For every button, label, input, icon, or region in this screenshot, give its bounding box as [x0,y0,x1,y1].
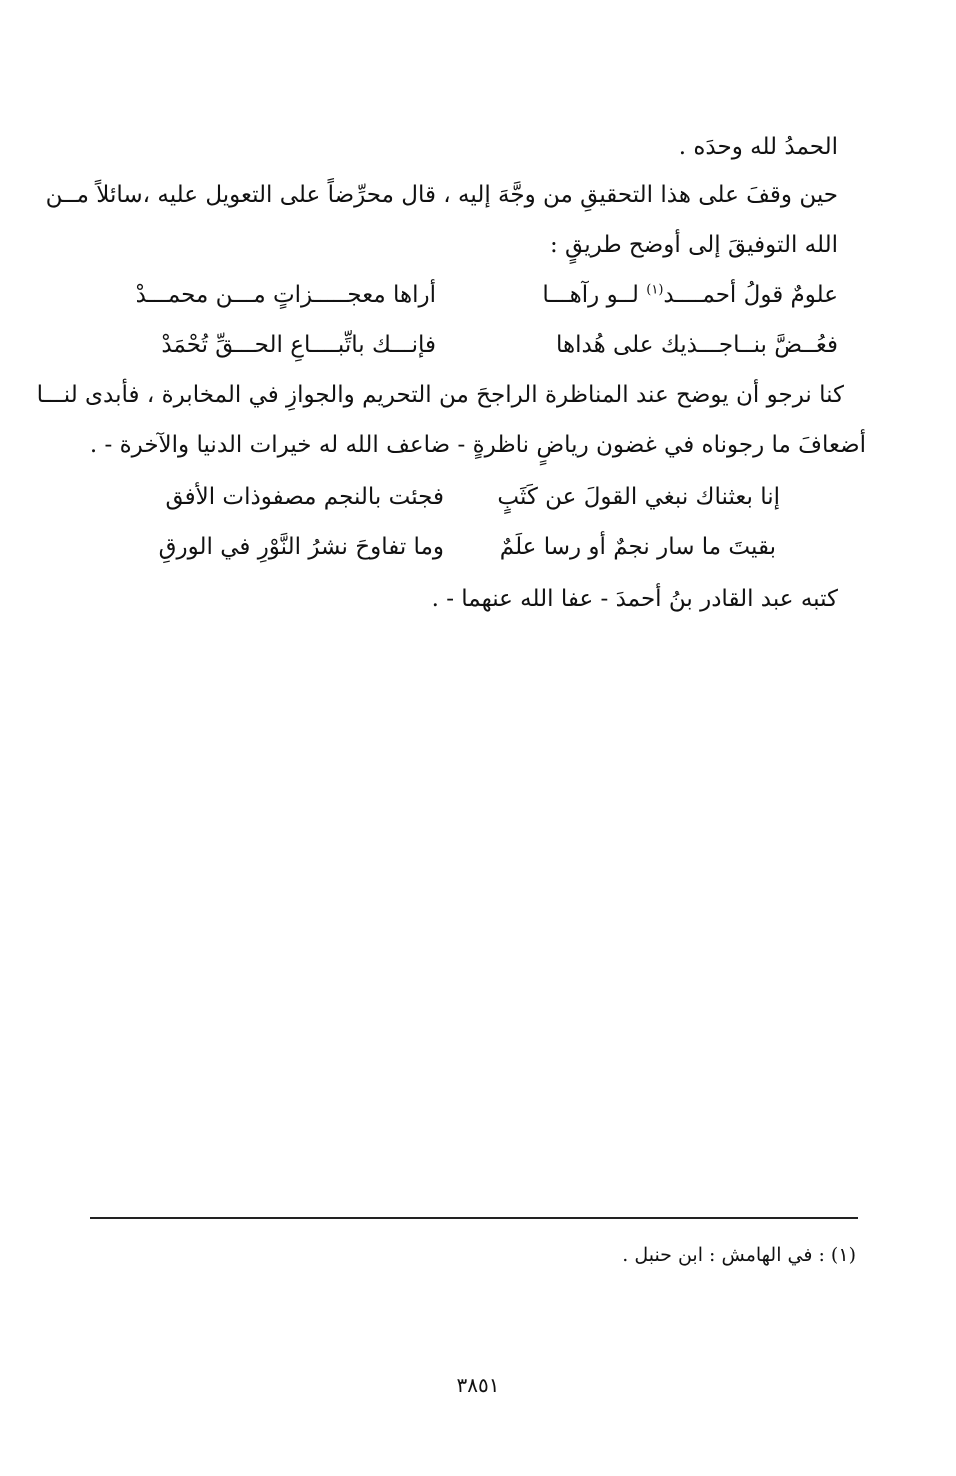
paragraph-line: حين وقفَ على هذا التحقيقِ من وجَّهَ إليه ، قال محرِّضاً على التعويل عليه ،سائلاً مــن [45,182,838,208]
verse-hemistich: فجئت بالنجم مصفوذات الأفق [165,484,444,510]
paragraph-line: كنا نرجو أن يوضح عند المناظرة الراجحَ من التحريم والجوازِ في المخابرة ، فأبدى لنـــا [36,382,844,408]
opening-line: الحمدُ لله وحدَه . [678,134,838,160]
signature-line: كتبه عبد القادر بنُ أحمدَ - عفا الله عنهما - . [431,586,838,612]
verse-hemistich: وما تفاوحَ نشرُ النَّوْرِ في الورقِ [158,534,444,560]
verse-hemistich: فإنـــك باتِّبــــاعِ الحـــقِّ تُحْمَدْ [161,332,436,358]
verse-hemistich: أراها معجـــــزاتٍ مـــن محمـــدْ [135,282,436,308]
paragraph-line: أضعافَ ما رجوناه في غضون رياضٍ ناظرةٍ - ضاعف الله له خيرات الدنيا والآخرة - . [89,432,866,458]
footnote-marker: (١) [646,282,664,298]
footnote: (١) : في الهامش : ابن حنبل . [622,1244,856,1266]
verse-hemistich: فعُــضَّ بنــاجـــذيك على هُداها [555,332,838,358]
footnote-separator [90,1217,858,1219]
verse-hemistich: إنا بعثناك نبغي القولَ عن كَثَبٍ [497,484,780,510]
paragraph-line: الله التوفيقَ إلى أوضح طريقٍ : [549,232,838,258]
page-number: ٣٨٥١ [456,1373,500,1397]
verse-text: لــو رآهـــا [542,282,647,308]
verse-hemistich: بقيتَ ما سار نجمٌ أو رسا علَمٌ [499,534,776,560]
verse-text: علومٌ قولُ أحمــــد [663,282,838,308]
verse-hemistich [542,278,838,312]
